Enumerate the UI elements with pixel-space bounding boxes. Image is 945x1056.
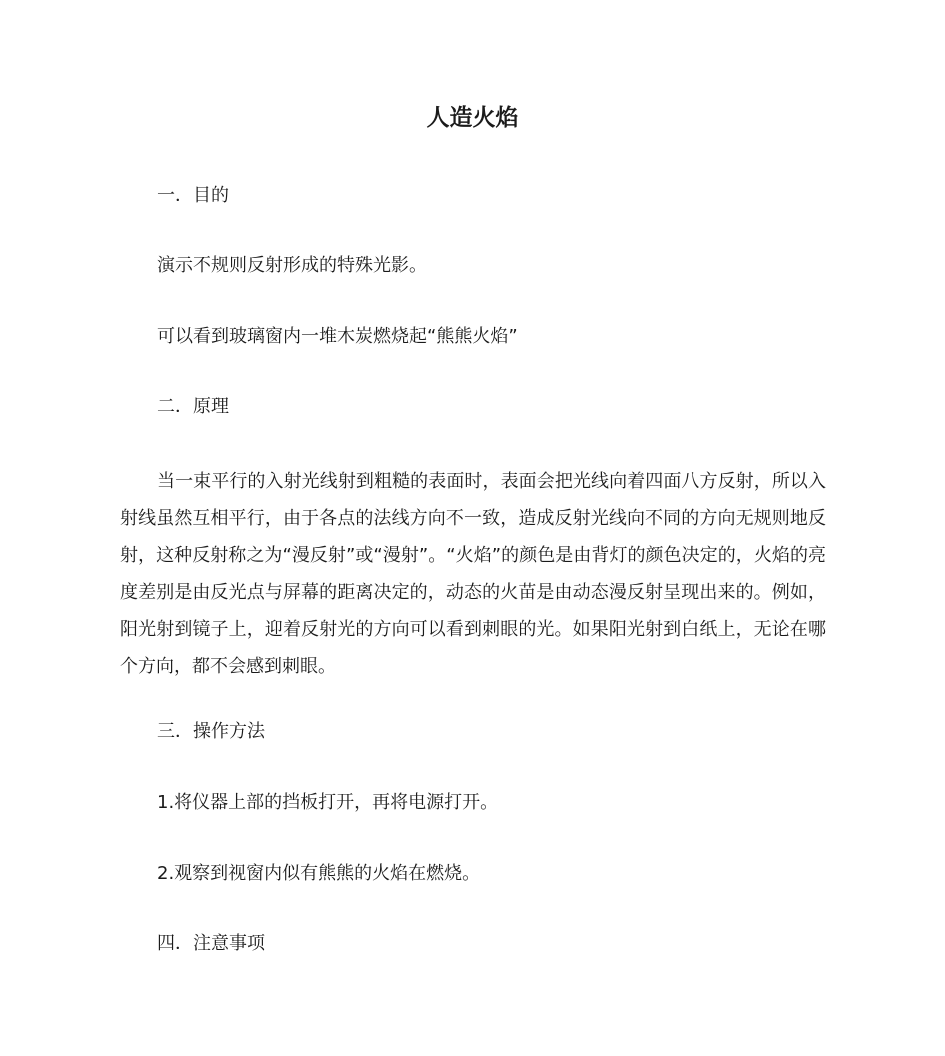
purpose-line-1: 演示不规则反射形成的特殊光影。 xyxy=(157,255,427,276)
operation-step-1: 1.将仪器上部的挡板打开，再将电源打开。 xyxy=(157,792,499,813)
page-title: 人造火焰 xyxy=(426,105,519,131)
section-heading-operation: 三．操作方法 xyxy=(157,721,265,742)
operation-step-2: 2.观察到视窗内似有熊熊的火焰在燃烧。 xyxy=(157,863,481,884)
purpose-line-2: 可以看到玻璃窗内一堆木炭燃烧起“熊熊火焰” xyxy=(157,326,518,347)
section-heading-notes: 四．注意事项 xyxy=(157,933,265,954)
principle-paragraph: 当一束平行的入射光线射到粗糙的表面时，表面会把光线向着四面八方反射，所以入射线虽然互相平行，由于各点的法线方向不一致，造成反射光线向不同的方向无规则地反射，这种反射称之为“漫反射”或“漫射”。“火焰”的颜色是由背灯的颜色决定的，火焰的亮度差别是由反光点与屏幕的距离决定的，动态的火苗是由动态漫反射呈现出来的。例如，阳光射到镜子上，迎着反射光的方向可以看到刺眼的光。如果阳光射到白纸上，无论在哪个方向，都不会感到刺眼。 xyxy=(120,471,826,677)
section-heading-purpose: 一．目的 xyxy=(157,185,229,206)
section-heading-principle: 二．原理 xyxy=(157,396,229,417)
